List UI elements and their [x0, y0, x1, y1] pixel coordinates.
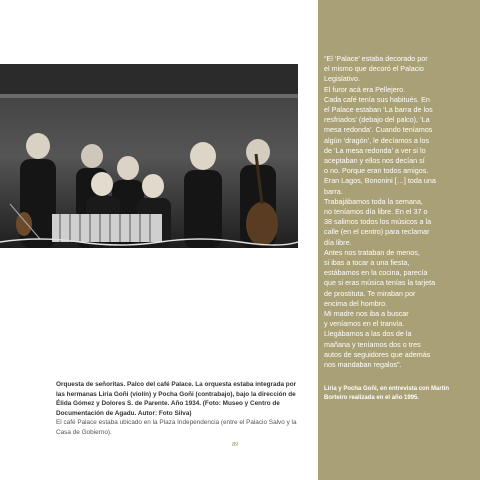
quote-line: Antes nos trataban de menos,	[324, 247, 420, 257]
quote-line: encima del hombro.	[324, 298, 388, 308]
caption-bold-text: Orquesta de señoritas. Palco del café Palace. La orquesta estaba integrada por las hermanas Liria Goñi (violín) y Pocha Goñi (contrabajo), bajo la dirección de Élida Gómez y Dolores S. de Parente. Año 1934. (Foto: Museo y Centro de Documentación de Agadu. Autor: Foto Silva)	[56, 381, 297, 417]
quote-line: aceptaban y ellos nos decían sí	[324, 156, 425, 166]
quote-line: Trabajábamos toda la semana,	[324, 196, 423, 206]
quote-line: Mi madre nos iba a buscar	[324, 309, 409, 319]
quote-line: o no. Porque eran todos amigos.	[324, 166, 429, 176]
quote-line: resfriados’ (debajo del palco), ‘La	[324, 115, 430, 125]
quote-line: el mismo que decoró el Palacio	[324, 64, 424, 74]
quote-line: 38 salimos todos los músicos a la	[324, 217, 432, 227]
quote-line: de ‘La mesa redonda’ a ver si lo	[324, 145, 426, 155]
quote-line: el Palace estaban ‘La barra de los	[324, 105, 433, 115]
quote-line: y veníamos en el tranvía.	[324, 319, 405, 329]
quote-line: “El ‘Palace’ estaba decorado por	[324, 54, 428, 63]
page-number: 89	[232, 442, 238, 448]
quote-line: Legislativo.	[324, 74, 360, 84]
quote-line: algún ‘dragón’, le decíamos a los	[324, 135, 430, 145]
quote-attribution: Liria y Pocha Goñi, en entrevista con Martín Borteiro realizada en el año 1995.	[324, 386, 450, 401]
quote-line: autos de seguidores que además	[324, 349, 431, 359]
quote-line: nos mandaban regalos”.	[324, 360, 402, 370]
quote-line: mesa redonda’. Cuando teníamos	[324, 125, 433, 135]
quote-line: Cada café tenía sus habitués. En	[324, 94, 430, 104]
orchestra-photo	[0, 64, 298, 248]
quote-line: barra.	[324, 186, 343, 196]
quote-line: de prostituta. Te miraban por	[324, 288, 416, 298]
quote-line: mañana y teníamos dos o tres	[324, 339, 421, 349]
interview-quote	[324, 54, 474, 370]
quote-line: no teníamos día libre. En el 37 o	[324, 207, 428, 217]
caption-plain-text: El café Palace estaba ubicado en la Plaza Independencia (entre el Palacio Salvo y la Casa de Gobierno).	[56, 419, 297, 436]
historic-photo-icon	[0, 64, 298, 248]
quote-line: Llegábamos a las dos de la	[324, 329, 412, 339]
quote-line: Eran Lagos, Bononini […] toda una	[324, 176, 436, 186]
quote-line: calle (en el centro) para reclamar	[324, 227, 430, 237]
quote-line: El furor acá era Pellejero.	[324, 84, 406, 94]
photo-caption	[56, 380, 306, 437]
quote-line: que si eras música tenías la tarjeta	[324, 278, 436, 288]
quote-line: día libre.	[324, 237, 352, 247]
quote-line: estábamos en la cocina, parecía	[324, 268, 428, 278]
quote-panel	[318, 0, 480, 480]
quote-line: si ibas a tocar a una fiesta,	[324, 258, 410, 268]
